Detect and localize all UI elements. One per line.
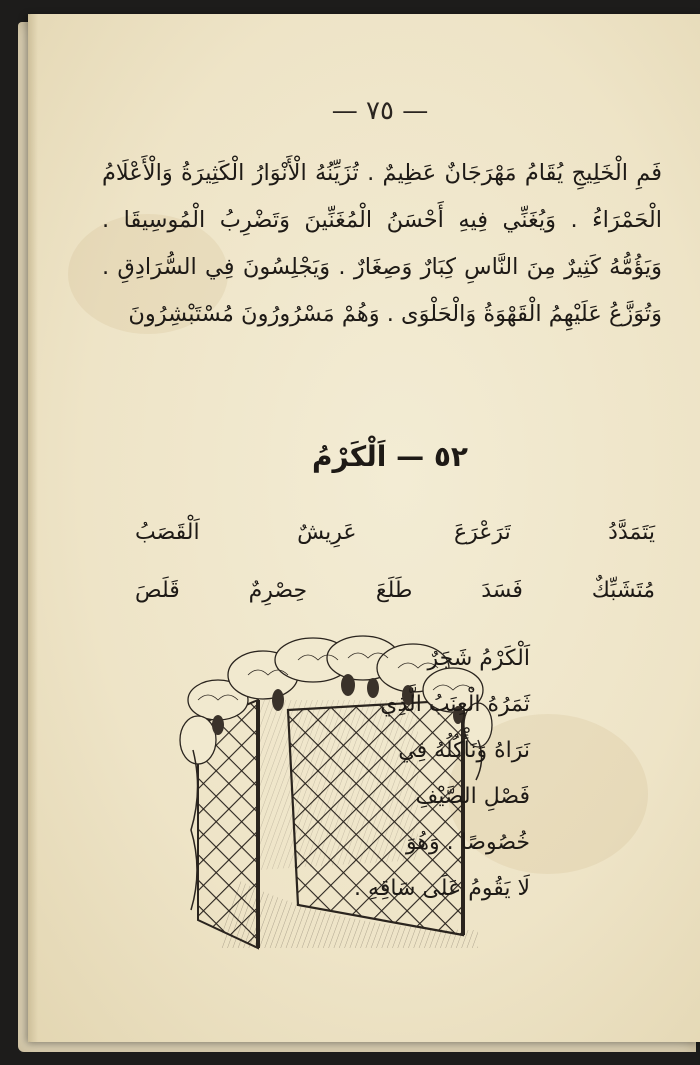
lesson-title: ٥٢ — اَلْكَرْمُ — [311, 440, 469, 473]
vocab-word: حِصْرِمٌ — [248, 578, 308, 603]
vocab-word: طَلَعَ — [375, 578, 413, 603]
vocabulary-row-2 — [135, 578, 655, 603]
intro-paragraph: فَمِ الْخَلِيجِ يُقَامُ مَهْرَجَانٌ عَظِيمٌ . تُزَيِّنُهُ الْأَنْوَارُ الْكَثِيرَةُ وَالْأَعْلَامُ الْحَمْرَاءُ . وَيُغَنِّي فِيهِ أَحْسَنُ الْمُغَنِّينَ وَتَضْرِبُ الْمُوسِيقَا . وَيَؤُمُّهُ كَثِيرٌ مِنَ النَّاسِ كِبَارٌ وَصِغَارٌ . وَيَجْلِسُونَ فِي السُّرَادِقِ . وَتُوَزَّعُ عَلَيْهِمُ الْقَهْوَةُ وَالْحَلْوَى . وَهُمْ مَسْرُورُونَ مُسْتَبْشِرُونَ — [102, 160, 662, 327]
vocab-word: مُتَشَبِّكٌ — [591, 578, 655, 603]
page-number: — ٧٥ — — [331, 96, 429, 126]
lesson-text-line: لَا يَقُومُ عَلَى سَاقِهِ . — [354, 876, 530, 901]
vocab-word: فَسَدَ — [481, 578, 523, 603]
lesson-text-line: خُصُوصًا . وَهُوَ — [406, 830, 530, 855]
vocab-word: تَرَعْرَعَ — [454, 520, 511, 545]
vocab-word: قَلَصَ — [135, 578, 180, 603]
lesson-text-line: اَلْكَرْمُ شَجَرٌ — [427, 646, 530, 671]
vocabulary-row-1 — [135, 520, 655, 545]
lesson-text — [330, 636, 530, 912]
lesson-text-line: ثَمَرُهُ الْعِنَبُ الَّذِي — [380, 692, 530, 717]
vocab-word: عَرِيشٌ — [297, 520, 357, 545]
lesson-text-line: فَصْلِ الصَّيْفِ — [415, 784, 530, 809]
vocab-word: اَلْقَصَبُ — [135, 520, 200, 545]
vocab-word: يَتَمَدَّدُ — [608, 520, 655, 545]
page-edge — [28, 14, 38, 1042]
lesson-text-line: نَرَاهُ وَنَأْكُلُهُ فِي — [398, 738, 530, 763]
